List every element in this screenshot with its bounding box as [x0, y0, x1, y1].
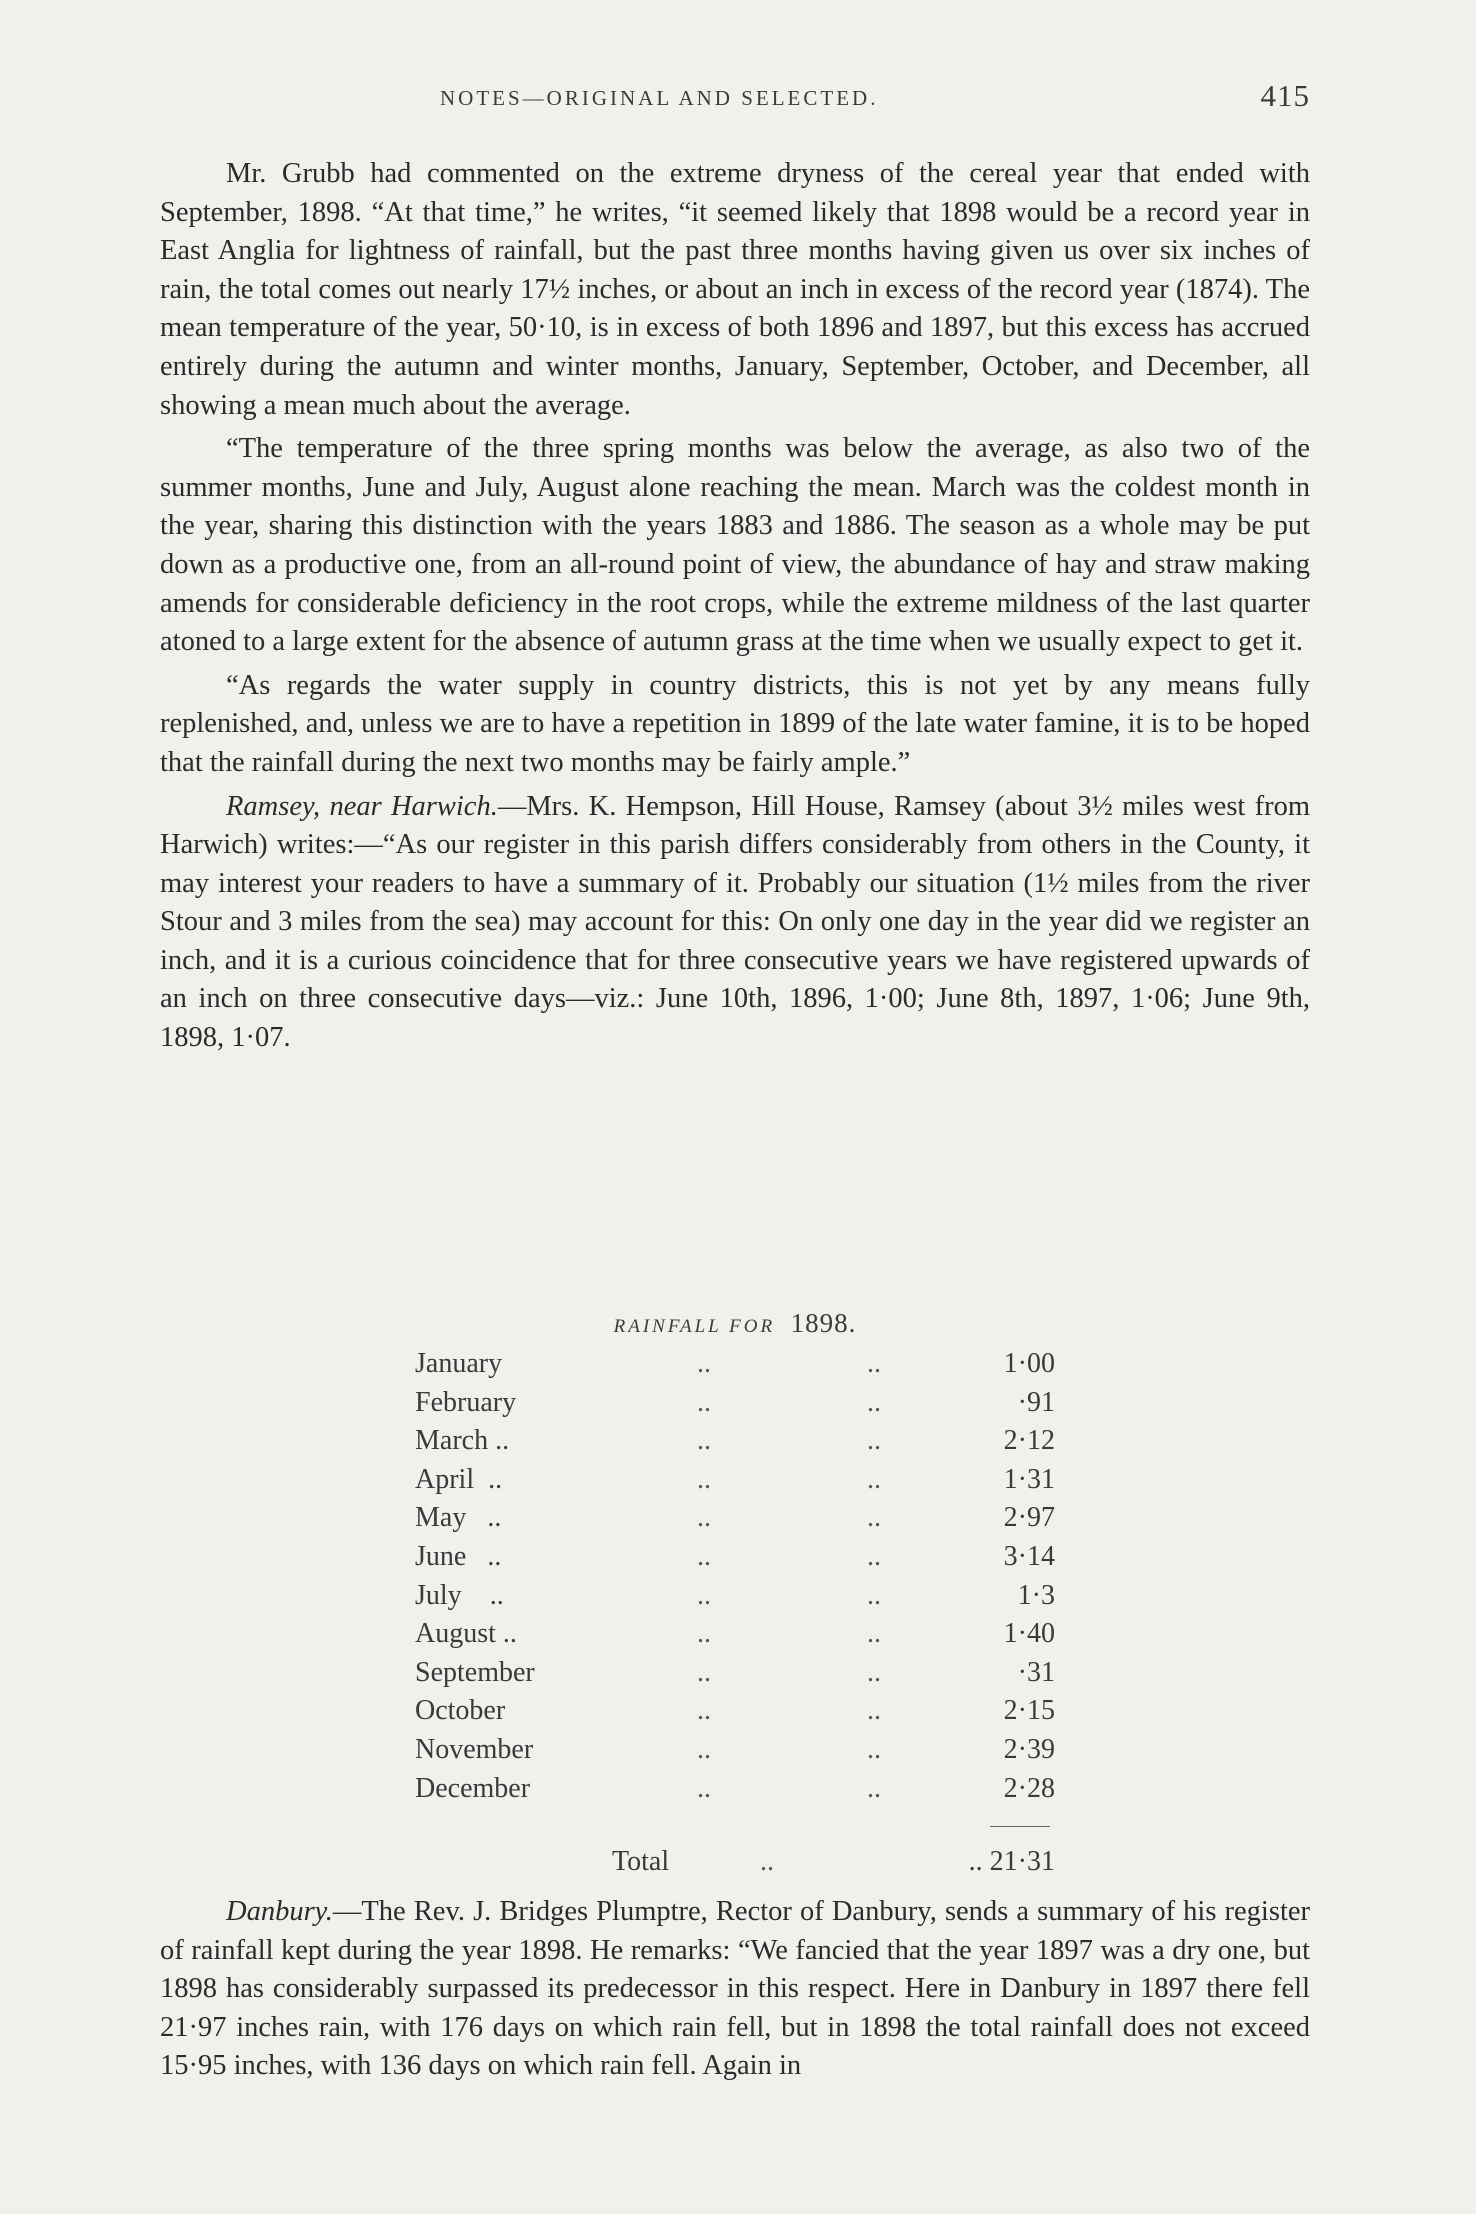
paragraph-ramsey: [160, 788, 1310, 1058]
table-row: [415, 1422, 1055, 1461]
rainfall-value: 1·00: [1003, 1348, 1055, 1379]
rainfall-value: 2·12: [1003, 1425, 1055, 1457]
rainfall-value: 3·14: [1003, 1540, 1055, 1572]
table-caption-year: 1898.: [790, 1308, 857, 1338]
month-label: January: [415, 1348, 503, 1379]
month-label: October: [415, 1695, 506, 1727]
leader-dots: ..: [867, 1579, 881, 1611]
month-label: April ..: [415, 1463, 503, 1495]
danbury-text: —The Rev. J. Bridges Plumptre, Rector of Danbury, sends a summary of his register of rainfall kept during the year 1898. He remarks: “We fancied that the year 1897 was a dry one, but 1898 has considerably surpassed its predecessor in this respect. Here in Danbury in 1897 there fell 21·97 inches rain, with 176 days on which rain fell, but in 1898 the total rainfall does not exceed 15·95 inches, with 136 days on which rain fell. Again in: [160, 1896, 1310, 2082]
leader-dots: ..: [697, 1579, 711, 1611]
month-label: February: [415, 1386, 517, 1418]
leader-dots: ..: [867, 1502, 881, 1534]
total-value: .. 21·31: [968, 1846, 1055, 1877]
month-label: December: [415, 1772, 531, 1804]
article-body: [160, 155, 1310, 1058]
table-row: [415, 1345, 1055, 1384]
rainfall-value: 1·3: [1017, 1579, 1055, 1611]
month-label: June ..: [415, 1540, 502, 1572]
table-row: [415, 1577, 1055, 1616]
leader-dots: ..: [697, 1425, 711, 1457]
leader-dots: ..: [697, 1733, 711, 1765]
rainfall-table: [415, 1345, 1055, 1808]
month-label: May ..: [415, 1502, 502, 1534]
leader-dots: ..: [697, 1656, 711, 1688]
table-row: [415, 1770, 1055, 1809]
leader-dots: ..: [697, 1540, 711, 1572]
table-row: [415, 1731, 1055, 1770]
place-name-danbury: Danbury.: [226, 1896, 333, 1927]
month-label: November: [415, 1733, 534, 1765]
leader-dots: ..: [867, 1386, 881, 1418]
table-row: [415, 1461, 1055, 1500]
place-name-ramsey: Ramsey, near Harwich.: [226, 790, 498, 822]
leader-dots: ..: [697, 1695, 711, 1727]
total-row: [160, 1846, 1310, 1886]
leader-dots: ..: [697, 1618, 711, 1650]
table-row: [415, 1499, 1055, 1538]
rainfall-value: 1·31: [1003, 1463, 1055, 1495]
leader-dots: ..: [867, 1540, 881, 1572]
rainfall-value: ·31: [1017, 1656, 1055, 1688]
leader-dots: ..: [867, 1733, 881, 1765]
article-body-continued: [160, 1893, 1310, 2086]
rainfall-value: ·91: [1017, 1386, 1055, 1418]
rainfall-value: 2·28: [1003, 1772, 1055, 1804]
paragraph-temperature: “The temperature of the three spring months was below the average, as also two of the summer months, June and July, August alone reaching the mean. March was the coldest month in the year, sharing this distinction with the years 1883 and 1886. The season as a whole may be put down as a productive one, from an all-round point of view, the abundance of hay and straw making amends for considerable deficiency in the root crops, while the extreme mildness of the last quarter atoned to a large extent for the absence of autumn grass at the time when we usually expect to get it.: [160, 433, 1310, 658]
leader-dots: ..: [867, 1463, 881, 1495]
leader-dots: ..: [697, 1386, 711, 1418]
paragraph-water-supply: “As regards the water supply in country districts, this is not yet by any means fully replenished, and, unless we are to have a repetition in 1899 of the late water famine, it is to be hoped that the rainfall during the next two months may be fairly ample.”: [160, 669, 1310, 778]
month-label: September: [415, 1656, 535, 1688]
running-head: [160, 78, 1310, 122]
leader-dots: ..: [697, 1348, 711, 1379]
total-rule: [990, 1826, 1050, 1827]
leader-dots: ..: [697, 1502, 711, 1534]
table-row: [415, 1538, 1055, 1577]
rainfall-value: 2·97: [1003, 1502, 1055, 1534]
leader-dots: ..: [867, 1618, 881, 1650]
leader-dots: ..: [867, 1695, 881, 1727]
table-row: [415, 1654, 1055, 1693]
month-label: July ..: [415, 1579, 504, 1611]
rainfall-value: 1·40: [1003, 1618, 1055, 1650]
total-label: Total: [612, 1846, 670, 1877]
leader-dots: ..: [760, 1846, 774, 1877]
leader-dots: ..: [697, 1772, 711, 1804]
running-title: NOTES—ORIGINAL AND SELECTED.: [440, 86, 879, 110]
table-row: [415, 1384, 1055, 1423]
month-label: March ..: [415, 1425, 510, 1457]
page-number: 415: [1260, 78, 1310, 113]
paragraph-danbury: [160, 1893, 1310, 2086]
table-caption: [160, 1308, 1310, 1339]
paragraph-grubb: Mr. Grubb had commented on the extreme dryness of the cereal year that ended with September, 1898. “At that time,” he writes, “it seemed likely that 1898 would be a record year in East Anglia for lightness of rainfall, but the past three months having given us over six inches of rain, the total comes out nearly 17½ inches, or about an inch in excess of the record year (1874). The mean temperature of the year, 50·10, is in excess of both 1896 and 1897, but this excess has accrued entirely during the autumn and winter months, January, September, October, and December, all showing a mean much about the average.: [160, 158, 1310, 421]
month-label: August ..: [415, 1618, 517, 1650]
leader-dots: ..: [697, 1463, 711, 1495]
leader-dots: ..: [867, 1425, 881, 1457]
table-caption-label: RAINFALL FOR: [613, 1316, 776, 1337]
leader-dots: ..: [867, 1656, 881, 1688]
leader-dots: ..: [867, 1772, 881, 1804]
leader-dots: ..: [867, 1348, 881, 1379]
table-row: [415, 1615, 1055, 1654]
rainfall-value: 2·39: [1003, 1733, 1055, 1765]
table-row: [415, 1692, 1055, 1731]
rainfall-value: 2·15: [1003, 1695, 1055, 1727]
ramsey-text: —Mrs. K. Hempson, Hill House, Ramsey (about 3½ miles west from Harwich) writes:—“As our register in this parish differs considerably from others in the County, it may interest your readers to have a summary of it. Probably our situation (1½ miles from the river Stour and 3 miles from the sea) may account for this: On only one day in the year did we register an inch, and it is a curious coincidence that for three consecutive years we have registered upwards of an inch on three consecutive days—viz.: June 10th, 1896, 1·00; June 8th, 1897, 1·06; June 9th, 1898, 1·07.: [160, 790, 1310, 1054]
